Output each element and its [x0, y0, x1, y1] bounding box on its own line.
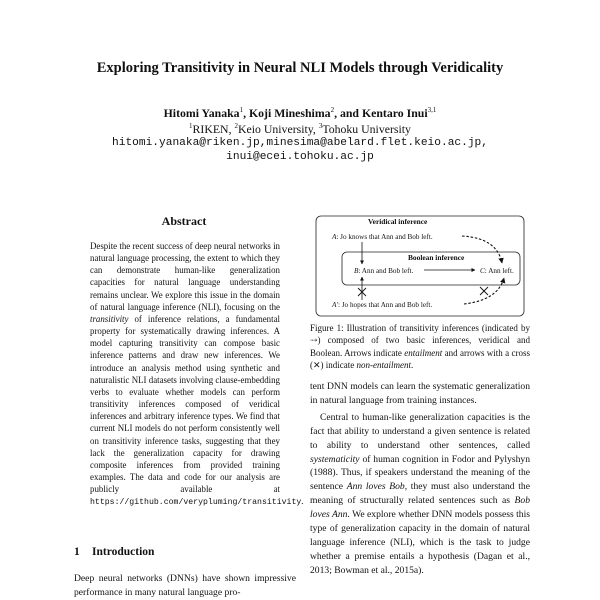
abstract-text: Despite the recent success of deep neural networks in natural language processing, the extent to which they can demonstrate human-like generalization capacities for natural language understanding remains unclear. We explore this issue in the domain of natural language inference (NLI), focusing on the — [90, 241, 280, 312]
author-separator: , and — [334, 106, 362, 120]
affiliation-mark: 3 — [318, 122, 323, 131]
sentence-a-letter: A — [332, 233, 337, 241]
boolean-label: Boolean inference — [408, 253, 465, 262]
sentence-b-letter: B — [354, 267, 359, 275]
dashed-arrow-a-to-c — [462, 236, 502, 263]
author-name: Hitomi Yanaka — [163, 106, 240, 120]
body-text: , they must also understand the meaning of structurally related sentences such as — [310, 481, 530, 507]
figure-caption — [310, 322, 530, 371]
author-separator: , — [243, 106, 249, 120]
email-line: inui@ecei.tohoku.ac.jp — [226, 151, 374, 163]
sentence-c-letter: C — [480, 267, 485, 275]
caption-text: Figure 1: Illustration of transitivity inferences (indicated by — [310, 323, 530, 333]
paper-title: Exploring Transitivity in Neural NLI Models through Veridicality — [96, 60, 504, 76]
caption-emphasis: non-entailment — [356, 359, 412, 370]
sentence-a-prime-letter: A′ — [332, 301, 338, 309]
sentence-a-prime-text: : Jo hopes that Ann and Bob left. — [337, 301, 433, 309]
author-name: Kentaro Inui — [361, 106, 428, 120]
author-list — [0, 106, 600, 121]
figure-transitivity-diagram — [312, 214, 528, 320]
affiliation: Keio University, — [237, 122, 319, 136]
caption-text: and arrows with a cross ( — [310, 347, 530, 370]
abstract-text: . — [301, 496, 304, 507]
abstract-heading: Abstract — [161, 214, 207, 228]
body-emphasis: systematicity — [310, 453, 360, 465]
cross-icon — [480, 287, 488, 295]
affiliations — [0, 122, 600, 137]
sentence-a-text: : Jo knows that Ann and Bob left. — [336, 233, 433, 241]
affiliation-mark: 2 — [234, 122, 238, 131]
sentence-a — [331, 233, 433, 241]
paragraph: Deep neural networks (DNNs) have shown impressive performance in many natural language pro- — [74, 573, 296, 598]
veridical-label: Veridical inference — [368, 217, 428, 226]
affiliation-mark: 1 — [189, 122, 193, 131]
caption-emphasis: entailment — [404, 347, 443, 358]
sentence-c-text: : Ann left. — [484, 267, 514, 275]
email-line: hitomi.yanaka@riken.jp,minesima@abelard.flet.keio.ac.jp, — [112, 137, 488, 149]
section-title: Introduction — [92, 546, 155, 558]
abstract-url-link[interactable]: https://github.com/verypluming/transitivity — [90, 498, 302, 508]
sentence-c — [480, 267, 514, 275]
body-emphasis: Ann loves Bob — [346, 481, 405, 493]
abstract-emphasis: transitivity — [90, 313, 129, 324]
affiliation: Tohoku University — [322, 122, 411, 136]
body-text: of human cognition in Fodor and Pylyshyn (1988). Thus, if speakers understand the meaning of the sentence — [310, 453, 530, 493]
body-text: . We explore whether DNN models possess this type of generalization capacity in the domain of natural language inference (NLI), which is the task to judge whether a premise entails a hypothesis (Dagan et al., 2013; Bowman et al., 2015a). — [310, 509, 530, 576]
caption-text: . — [411, 359, 414, 370]
author-name: Koji Mineshima — [248, 106, 331, 120]
sentence-b — [354, 267, 413, 275]
cross-icon: ✕ — [313, 359, 321, 370]
author-affiliation-mark: 3,1 — [427, 106, 437, 115]
body-emphasis: Bob loves Ann — [310, 495, 530, 521]
abstract-text: of inference relations, a fundamental property for systematically drawing inferences. A model capturing transitivity can compose basic inference patterns and draw new inferences. We introduce an analysis method using synthetic and naturalistic NLI datasets involving clause-embedding verbs to evaluate whether models can perform transitivity inferences composed of veridical inferences and arbitrary inference types. We find that current NLI models do not perform consistently well on transitivity inference tasks, suggesting that they lack the generalization capacity for drawing composite inferences from provided training examples. The data and code for our analysis are publicly available at — [90, 313, 280, 495]
abstract-body — [90, 240, 304, 509]
sentence-a-prime — [331, 301, 432, 309]
author-affiliation-mark: 1 — [239, 106, 244, 115]
paragraph — [310, 411, 530, 578]
sentence-b-text: : Ann and Bob left. — [358, 267, 414, 275]
section-heading — [74, 546, 154, 558]
affiliation: RIKEN, — [192, 122, 235, 136]
introduction-text — [74, 572, 296, 599]
paragraph: tent DNN models can learn the systematic generalization in natural language from training instances. — [310, 381, 530, 406]
dashed-arrow-icon: ⇢ — [310, 335, 318, 346]
author-affiliation-mark: 2 — [330, 106, 335, 115]
section-number: 1 — [74, 546, 80, 558]
caption-text: ) indicate — [320, 359, 357, 370]
body-text: Central to human-like generalization capacities is the fact that ability to understand a given sentence is related to ability to understand other sentences, called — [310, 411, 530, 451]
right-column-text — [310, 380, 530, 578]
caption-text: ) composed of two basic inferences, veridical and Boolean. Arrows indicate — [310, 335, 530, 358]
